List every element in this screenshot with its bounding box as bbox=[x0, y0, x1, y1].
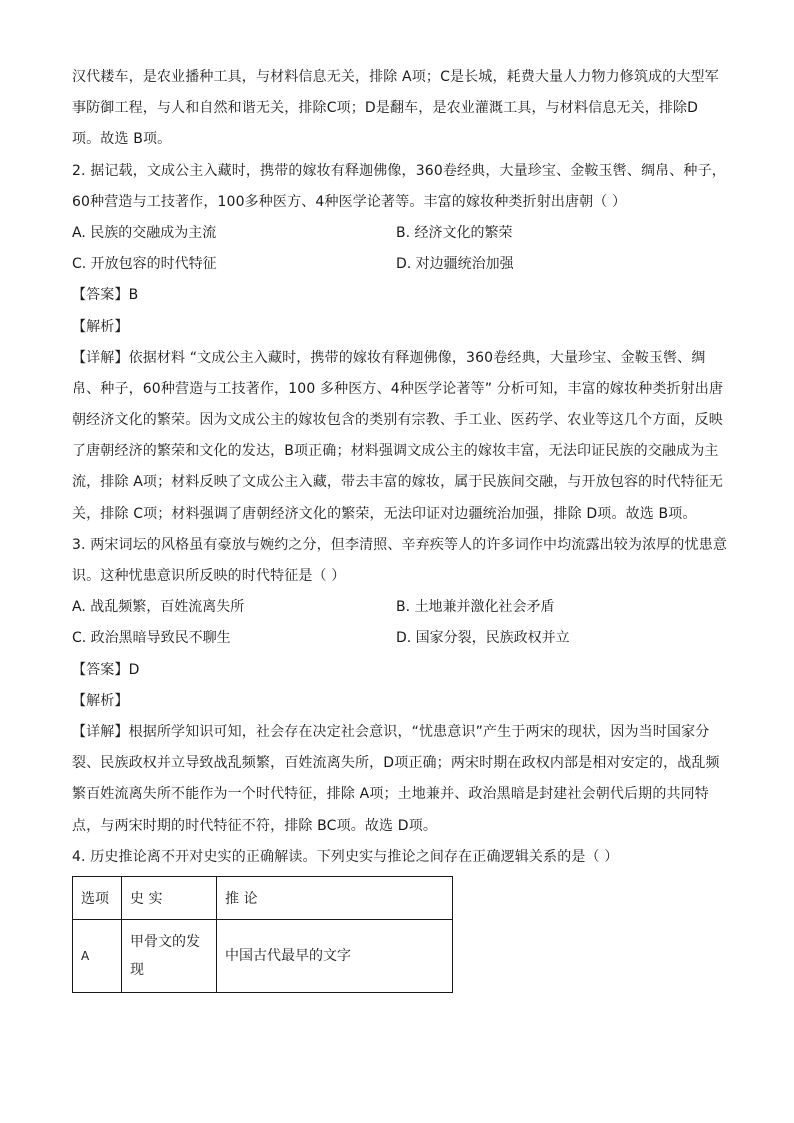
detail-line: 流，排除 A项；材料反映了文成公主入藏，带去丰富的嫁妆，属于民族间交融，与开放包容的时代特征无 bbox=[72, 474, 724, 491]
option-a: A. 战乱频繁，百姓流离失所 bbox=[72, 599, 245, 616]
question-stem: 4. 历史推论离不开对史实的正确解读。下列史实与推论之间存在正确逻辑关系的是（ ） bbox=[72, 848, 619, 865]
answer-label: 【答案】D bbox=[72, 661, 140, 678]
option-c: C. 开放包容的时代特征 bbox=[72, 256, 217, 273]
options-row bbox=[72, 218, 724, 249]
table-header-cell: 推 论 bbox=[217, 876, 453, 919]
question-2 bbox=[72, 156, 724, 530]
option-a: A. 民族的交融成为主流 bbox=[72, 224, 217, 241]
option-c: C. 政治黑暗导致民不聊生 bbox=[72, 630, 231, 647]
question-stem: 识。这种忧患意识所反映的时代特征是（ ） bbox=[72, 568, 346, 584]
detail-line: 【详解】根据所学知识可知，社会存在决定社会意识，“忧患意识”产生于两宋的现状，因为当时国家分 bbox=[72, 723, 710, 740]
options-row bbox=[72, 592, 724, 623]
analysis-label: 【解析】 bbox=[72, 692, 129, 709]
detail-line: 【详解】依据材料 “文成公主入藏时，携带的嫁妆有释迦佛像，360卷经典，大量珍宝、金鞍玉辔、绸 bbox=[72, 349, 706, 366]
detail-line: 朝经济文化的繁荣。因为文成公主的嫁妆包含的类别有宗教、手工业、医药学、农业等这几个方面，反映 bbox=[72, 412, 723, 429]
detail-line: 点，与两宋时期的时代特征不符，排除 BC项。故选 D项。 bbox=[72, 817, 438, 834]
analysis-label: 【解析】 bbox=[72, 318, 129, 335]
question-3 bbox=[72, 530, 728, 842]
option-d: D. 对边疆统治加强 bbox=[396, 256, 514, 273]
table-cell: A bbox=[73, 919, 122, 992]
detail-line: 繁百姓流离失所不能作为一个时代特征，排除 A项；土地兼并、政治黑暗是封建社会朝代后期的共同特 bbox=[72, 786, 709, 803]
table-header-cell: 史 实 bbox=[122, 876, 217, 919]
document-page bbox=[72, 62, 728, 993]
prev-answer-line: 项。故选 B项。 bbox=[72, 131, 172, 148]
option-d: D. 国家分裂，民族政权并立 bbox=[396, 630, 570, 647]
options-row bbox=[72, 623, 724, 654]
detail-line: 了唐朝经济的繁荣和文化的发达，B项正确；材料强调文成公主的嫁妆丰富，无法印证民族的交融成为主 bbox=[72, 443, 719, 460]
table-cell: 甲骨文的发现 bbox=[122, 919, 217, 992]
table-header-row bbox=[73, 876, 453, 919]
prev-answer-line: 汉代耧车，是农业播种工具，与材料信息无关，排除 A项；C是长城，耗费大量人力物力修筑成的大型军 bbox=[72, 69, 719, 85]
answer-label: 【答案】B bbox=[72, 287, 139, 304]
options-row bbox=[72, 249, 724, 280]
detail-line: 关，排除 C项；材料强调了唐朝经济文化的繁荣，无法印证对边疆统治加强，排除 D项。故选 B项。 bbox=[72, 505, 697, 522]
prev-answer-line: 事防御工程，与人和自然和谐无关，排除C项；D是翻车，是农业灌溉工具，与材料信息无关，排除D bbox=[72, 100, 699, 117]
question-stem: 2. 据记载，文成公主入藏时，携带的嫁妆有释迦佛像，360卷经典，大量珍宝、金鞍玉辔、绸帛、种子， bbox=[72, 162, 726, 179]
question-table bbox=[72, 876, 453, 993]
question-4 bbox=[72, 842, 724, 993]
question-stem: 60种营造与工技著作，100多种医方、4种医学论著等。丰富的嫁妆种类折射出唐朝（ ） bbox=[72, 193, 627, 210]
table-cell: 中国古代最早的文字 bbox=[217, 919, 453, 992]
table-header-cell: 选项 bbox=[73, 876, 122, 919]
question-stem: 3. 两宋词坛的风格虽有豪放与婉约之分，但李清照、辛弃疾等人的许多词作中均流露出较为浓厚的忧患意 bbox=[72, 536, 728, 553]
detail-line: 帛、种子，60种营造与工技著作，100 多种医方、4种医学论著等” 分析可知，丰富的嫁妆种类折射出唐 bbox=[72, 380, 724, 397]
table-row bbox=[73, 919, 453, 992]
detail-line: 裂、民族政权并立导致战乱频繁，百姓流离失所，D项正确；两宋时期在政权内部是相对安定的，战乱频 bbox=[72, 755, 720, 772]
option-b: B. 土地兼并激化社会矛盾 bbox=[396, 599, 555, 616]
option-b: B. 经济文化的繁荣 bbox=[396, 224, 513, 241]
